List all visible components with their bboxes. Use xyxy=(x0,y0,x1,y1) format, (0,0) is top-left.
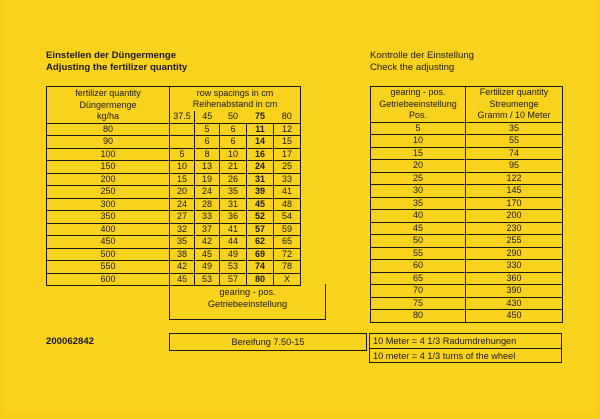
spacing-value: 80 xyxy=(274,111,301,123)
gearing-cell: 32 xyxy=(170,223,195,236)
streumenge-cell: 145 xyxy=(466,185,563,198)
spacing-value: 37.5 xyxy=(170,111,195,123)
gearing-cell: 53 xyxy=(195,273,220,286)
table-row xyxy=(47,198,301,211)
check-header-line: Gramm / 10 Meter xyxy=(477,110,551,120)
gearing-cell: 24 xyxy=(247,161,274,174)
gearing-cell: 19 xyxy=(195,173,220,186)
gearing-cell: 8 xyxy=(195,148,220,161)
gearing-cell: 45 xyxy=(195,248,220,261)
gearing-cell: 37 xyxy=(195,223,220,236)
table-row xyxy=(371,185,563,198)
fertilizer-qty-cell: 200 xyxy=(47,173,170,186)
gearing-cell: 72 xyxy=(274,248,301,261)
gearing-cell: 74 xyxy=(247,261,274,274)
gearing-cell: 10 xyxy=(220,148,247,161)
table-row xyxy=(47,248,301,261)
gearing-cell: 25 xyxy=(274,161,301,174)
check-title xyxy=(370,50,474,74)
qty-header xyxy=(47,87,170,124)
gearing-cell: 45 xyxy=(247,198,274,211)
table-row xyxy=(371,285,563,298)
gearing-cell: 53 xyxy=(220,261,247,274)
check-title-de: Kontrolle der Einstellung xyxy=(370,50,474,61)
check-header-line: Pos. xyxy=(408,110,427,120)
table-row xyxy=(371,310,563,323)
gearing-cell: 49 xyxy=(195,261,220,274)
gearing-pos-cell: 60 xyxy=(371,260,466,273)
gearing-pos-cell: 15 xyxy=(371,147,466,160)
gearing-cell: 24 xyxy=(195,186,220,199)
gearing-cell: 6 xyxy=(195,136,220,149)
gearing-cell: 41 xyxy=(274,186,301,199)
streumenge-cell: 430 xyxy=(466,297,563,310)
streumenge-cell: 290 xyxy=(466,247,563,260)
fertilizer-qty-cell: 250 xyxy=(47,186,170,199)
part-number: 200062842 xyxy=(46,336,95,347)
gearing-cell: 78 xyxy=(274,261,301,274)
gearing-cell: 17 xyxy=(274,148,301,161)
spacing-header-line: row spacings in cm xyxy=(196,87,274,98)
table-row xyxy=(47,223,301,236)
check-header-row xyxy=(371,87,563,123)
wheel-revolutions xyxy=(369,333,562,363)
revolutions-de: 10 Meter = 4 1/3 Radumdrehungen xyxy=(373,336,517,346)
gearing-pos-cell: 45 xyxy=(371,222,466,235)
streumenge-cell: 55 xyxy=(466,135,563,148)
table-row xyxy=(47,261,301,274)
spacing-header xyxy=(170,87,301,112)
gearing-cell: 69 xyxy=(247,248,274,261)
gearing-pos-cell: 35 xyxy=(371,197,466,210)
table-row xyxy=(371,160,563,173)
fertilizer-qty-cell: 150 xyxy=(47,161,170,174)
table-row xyxy=(371,260,563,273)
table-row xyxy=(371,272,563,285)
streumenge-cell: 200 xyxy=(466,210,563,223)
gearing-cell: 20 xyxy=(170,186,195,199)
gearing-cell: 11 xyxy=(247,123,274,136)
streumenge-cell: 74 xyxy=(466,147,563,160)
gearing-cell: 24 xyxy=(170,198,195,211)
gearing-cell: 54 xyxy=(274,211,301,224)
gearing-cell: 38 xyxy=(170,248,195,261)
gearing-cell: 13 xyxy=(195,161,220,174)
check-header-line: Fertilizer quantity xyxy=(479,87,549,97)
table-row xyxy=(371,235,563,248)
fertilizer-qty-cell: 450 xyxy=(47,236,170,249)
streumenge-cell: 170 xyxy=(466,197,563,210)
table-row xyxy=(371,247,563,260)
gearing-label xyxy=(169,284,326,320)
gearing-pos-cell: 10 xyxy=(371,135,466,148)
gearing-cell xyxy=(170,136,195,149)
gearing-pos-cell: 5 xyxy=(371,122,466,135)
qty-header-line: fertilizer quantity xyxy=(75,88,141,98)
spacing-value: 75 xyxy=(254,111,265,121)
gearing-pos-cell: 80 xyxy=(371,310,466,323)
gearing-cell: 15 xyxy=(274,136,301,149)
gearing-cell: 33 xyxy=(274,173,301,186)
gearing-pos-cell: 75 xyxy=(371,297,466,310)
gearing-cell: 39 xyxy=(247,186,274,199)
fertilizer-qty-cell: 80 xyxy=(47,123,170,136)
gearing-line: gearing - pos. xyxy=(219,287,276,297)
gearing-cell: 42 xyxy=(195,236,220,249)
gearing-cell: 59 xyxy=(274,223,301,236)
check-header-right xyxy=(466,87,563,123)
fertilizer-qty-cell: 550 xyxy=(47,261,170,274)
table-row xyxy=(47,123,301,136)
gearing-cell: 10 xyxy=(170,161,195,174)
gearing-pos-cell: 50 xyxy=(371,235,466,248)
gearing-pos-cell: 40 xyxy=(371,210,466,223)
gearing-cell: 6 xyxy=(220,136,247,149)
gearing-pos-cell: 70 xyxy=(371,285,466,298)
gearing-cell: 52 xyxy=(247,211,274,224)
gearing-cell: 33 xyxy=(195,211,220,224)
spacing-value: 50 xyxy=(227,111,238,121)
gearing-cell: 31 xyxy=(247,173,274,186)
table-row xyxy=(371,297,563,310)
gearing-cell: 28 xyxy=(195,198,220,211)
table-row xyxy=(371,122,563,135)
table-row xyxy=(371,135,563,148)
gearing-pos-cell: 65 xyxy=(371,272,466,285)
streumenge-cell: 450 xyxy=(466,310,563,323)
gearing-cell: 21 xyxy=(220,161,247,174)
streumenge-cell: 35 xyxy=(466,122,563,135)
gearing-cell: 26 xyxy=(220,173,247,186)
streumenge-cell: 255 xyxy=(466,235,563,248)
table-row xyxy=(47,161,301,174)
table-row xyxy=(371,172,563,185)
qty-header-line: Düngermenge xyxy=(79,99,137,110)
streumenge-cell: 122 xyxy=(466,172,563,185)
fertilizer-qty-cell: 500 xyxy=(47,248,170,261)
gearing-cell: 57 xyxy=(220,273,247,286)
table-row xyxy=(371,222,563,235)
table-row xyxy=(371,197,563,210)
fertilizer-qty-cell: 350 xyxy=(47,211,170,224)
check-header-left xyxy=(371,87,466,123)
gearing-cell: 35 xyxy=(170,236,195,249)
revolutions-en: 10 meter = 4 1/3 turns of the wheel xyxy=(370,348,561,363)
table-row xyxy=(47,236,301,249)
table-row xyxy=(371,147,563,160)
gearing-cell: 41 xyxy=(220,223,247,236)
gearing-cell: 12 xyxy=(274,123,301,136)
gearing-cell: 35 xyxy=(220,186,247,199)
table-row xyxy=(47,173,301,186)
fertilizer-qty-cell: 90 xyxy=(47,136,170,149)
fertilizer-qty-cell: 100 xyxy=(47,148,170,161)
table-row xyxy=(47,211,301,224)
streumenge-cell: 230 xyxy=(466,222,563,235)
streumenge-cell: 95 xyxy=(466,160,563,173)
gearing-pos-cell: 25 xyxy=(371,172,466,185)
streumenge-cell: 360 xyxy=(466,272,563,285)
check-header-line: Streumenge xyxy=(489,98,539,109)
page-title xyxy=(46,50,187,74)
gearing-cell: 57 xyxy=(247,223,274,236)
gearing-pos-cell: 30 xyxy=(371,185,466,198)
gearing-cell xyxy=(170,123,195,136)
check-table xyxy=(370,86,563,323)
gearing-cell: 15 xyxy=(170,173,195,186)
check-title-en: Check the adjusting xyxy=(370,62,455,73)
table-row xyxy=(47,186,301,199)
spacing-value: 45 xyxy=(202,111,213,121)
spacing-header-line: Reihenabstand in cm xyxy=(192,99,278,109)
gearing-cell: X xyxy=(274,273,301,286)
gearing-cell: 45 xyxy=(170,273,195,286)
table-row xyxy=(371,210,563,223)
gearing-line: Getriebeeinstellung xyxy=(207,299,288,309)
streumenge-cell: 390 xyxy=(466,285,563,298)
gearing-cell: 31 xyxy=(220,198,247,211)
gearing-cell: 27 xyxy=(170,211,195,224)
gearing-cell: 44 xyxy=(220,236,247,249)
fertilizer-table xyxy=(46,86,301,286)
check-header-line: Getriebeeinstellung xyxy=(379,98,457,109)
gearing-cell: 36 xyxy=(220,211,247,224)
gearing-cell: 42 xyxy=(170,261,195,274)
gearing-pos-cell: 20 xyxy=(371,160,466,173)
gearing-cell: 14 xyxy=(247,136,274,149)
fertilizer-qty-cell: 600 xyxy=(47,273,170,286)
check-header-line: gearing - pos. xyxy=(390,87,446,97)
gearing-cell: 65 xyxy=(274,236,301,249)
gearing-cell: 80 xyxy=(247,273,274,286)
gearing-cell: 48 xyxy=(274,198,301,211)
fertilizer-qty-cell: 300 xyxy=(47,198,170,211)
gearing-cell: 62 xyxy=(247,236,274,249)
gearing-cell: 5 xyxy=(170,148,195,161)
table-row xyxy=(47,148,301,161)
tire-size: Bereifung 7.50-15 xyxy=(169,333,367,351)
gearing-cell: 49 xyxy=(220,248,247,261)
fertilizer-qty-cell: 400 xyxy=(47,223,170,236)
qty-header-line: kg/ha xyxy=(96,111,120,121)
gearing-cell: 16 xyxy=(247,148,274,161)
gearing-cell: 5 xyxy=(195,123,220,136)
streumenge-cell: 330 xyxy=(466,260,563,273)
table-row xyxy=(47,136,301,149)
title-de: Einstellen der Düngermenge xyxy=(46,50,177,61)
gearing-pos-cell: 55 xyxy=(371,247,466,260)
gearing-cell: 6 xyxy=(220,123,247,136)
title-en: Adjusting the fertilizer quantity xyxy=(46,62,188,73)
